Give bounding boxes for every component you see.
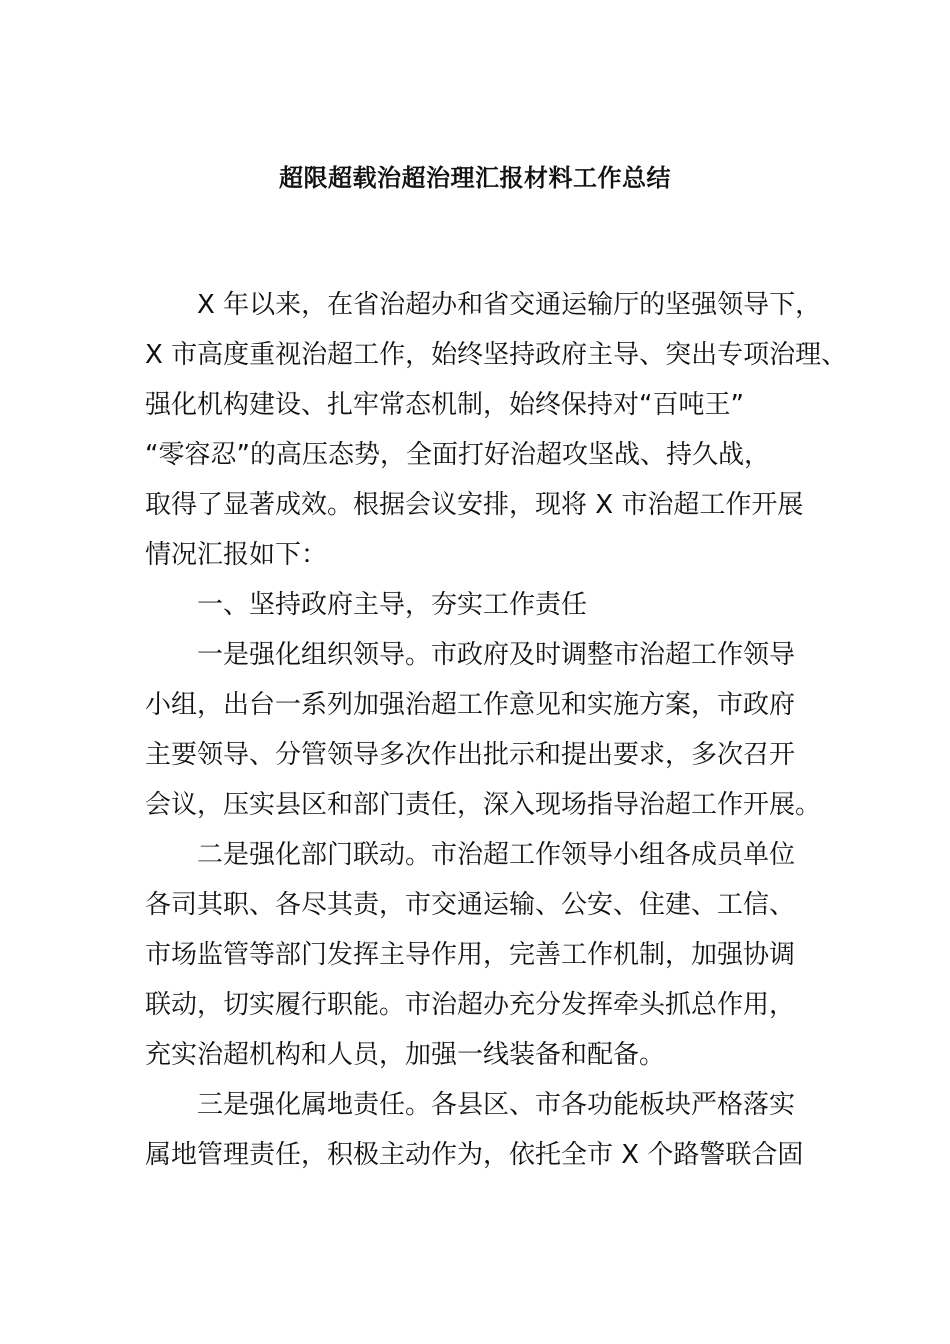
text-line: “零容忍”的高压态势，全面打好治超攻坚战、持久战， bbox=[145, 440, 770, 470]
text-line: 小组，出台一系列加强治超工作意见和实施方案，市政府 bbox=[145, 690, 796, 720]
text-line: 市场监管等部门发挥主导作用，完善工作机制，加强协调 bbox=[145, 940, 796, 970]
text-line: 一是强化组织领导。市政府及时调整市治超工作领导 bbox=[197, 640, 796, 670]
text-line: 取得了显著成效。根据会议安排，现将 X 市治超工作开展 bbox=[145, 490, 804, 520]
text-line: 情况汇报如下： bbox=[145, 540, 328, 570]
text-line: 充实治超机构和人员，加强一线装备和配备。 bbox=[145, 1040, 666, 1070]
text-line: X 市高度重视治超工作，始终坚持政府主导、突出专项治理、 bbox=[145, 340, 848, 370]
document-title: 超限超载治超治理汇报材料工作总结 bbox=[279, 164, 671, 192]
text-line: 三是强化属地责任。各县区、市各功能板块严格落实 bbox=[197, 1090, 796, 1120]
text-line: 联动，切实履行职能。市治超办充分发挥牵头抓总作用， bbox=[145, 990, 796, 1020]
text-line: 主要领导、分管领导多次作出批示和提出要求，多次召开 bbox=[145, 740, 796, 770]
text-line: 属地管理责任，积极主动作为，依托全市 X 个路警联合固 bbox=[145, 1140, 804, 1170]
text-line: 各司其职、各尽其责，市交通运输、公安、住建、工信、 bbox=[145, 890, 796, 920]
document-body bbox=[145, 280, 848, 1180]
text-line: 二是强化部门联动。市治超工作领导小组各成员单位 bbox=[197, 840, 796, 870]
text-line: X 年以来，在省治超办和省交通运输厅的坚强领导下， bbox=[197, 290, 822, 320]
text-line: 会议，压实县区和部门责任，深入现场指导治超工作开展。 bbox=[145, 790, 822, 820]
section-heading: 一、坚持政府主导，夯实工作责任 bbox=[197, 590, 588, 620]
text-line: 强化机构建设、扎牢常态机制，始终保持对“百吨王” bbox=[145, 390, 744, 420]
